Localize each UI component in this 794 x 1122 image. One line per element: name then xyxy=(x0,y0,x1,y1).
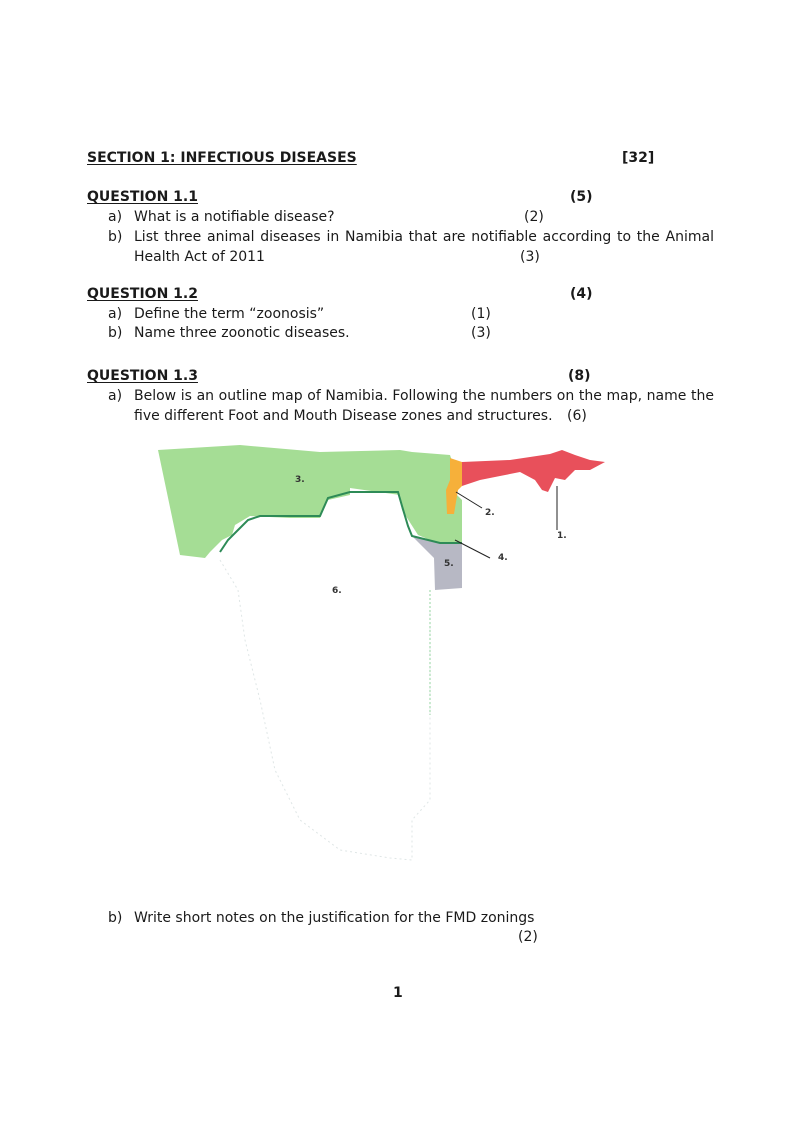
question-1-1-marks: (5) xyxy=(570,189,593,205)
q13-a-text-line2: five different Foot and Mouth Disease zones and structures. xyxy=(134,408,553,424)
q12-a-label: a) xyxy=(108,306,123,322)
map-label-2: 2. xyxy=(485,508,495,518)
q12-b-text: Name three zoonotic diseases. xyxy=(134,325,350,341)
q12-b-marks: (3) xyxy=(471,325,491,341)
q13-a-marks: (6) xyxy=(567,408,587,424)
q11-a-text: What is a notifiable disease? xyxy=(134,209,335,225)
q13-b-label: b) xyxy=(108,910,123,926)
q12-a-marks: (1) xyxy=(471,306,491,322)
question-1-3-title: QUESTION 1.3 xyxy=(87,368,198,384)
q11-b-marks: (3) xyxy=(520,249,540,265)
section-marks: [32] xyxy=(622,150,655,166)
question-1-2-marks: (4) xyxy=(570,286,593,302)
q11-b-text-line1: List three animal diseases in Namibia that are notifiable according to the Animal xyxy=(134,229,714,245)
map-label-5: 5. xyxy=(444,559,454,569)
map-zone-1 xyxy=(462,450,605,492)
q11-a-marks: (2) xyxy=(524,209,544,225)
q13-b-marks: (2) xyxy=(518,929,538,945)
q11-a-label: a) xyxy=(108,209,123,225)
q13-a-label: a) xyxy=(108,388,123,404)
q12-b-label: b) xyxy=(108,325,123,341)
question-1-3-marks: (8) xyxy=(568,368,591,384)
q12-a-text: Define the term “zoonosis” xyxy=(134,306,325,322)
q11-b-text-line2: Health Act of 2011 xyxy=(134,249,265,265)
q11-b-label: b) xyxy=(108,229,123,245)
map-label-6: 6. xyxy=(332,586,342,596)
section-title: SECTION 1: INFECTIOUS DISEASES xyxy=(87,150,357,166)
namibia-fmd-map xyxy=(150,440,610,880)
map-label-1: 1. xyxy=(557,531,567,541)
namibia-outline-map xyxy=(150,440,610,880)
namibia-country-outline xyxy=(220,560,430,860)
map-label-4: 4. xyxy=(498,553,508,563)
map-label-3: 3. xyxy=(295,475,305,485)
question-1-1-title: QUESTION 1.1 xyxy=(87,189,198,205)
map-zone-3 xyxy=(158,445,462,558)
q13-a-text-line1: Below is an outline map of Namibia. Following the numbers on the map, name the xyxy=(134,388,714,404)
question-1-2-title: QUESTION 1.2 xyxy=(87,286,198,302)
map-zone-5 xyxy=(412,536,462,590)
q13-b-text: Write short notes on the justification for the FMD zonings xyxy=(134,910,535,926)
page-number: 1 xyxy=(393,985,403,1001)
